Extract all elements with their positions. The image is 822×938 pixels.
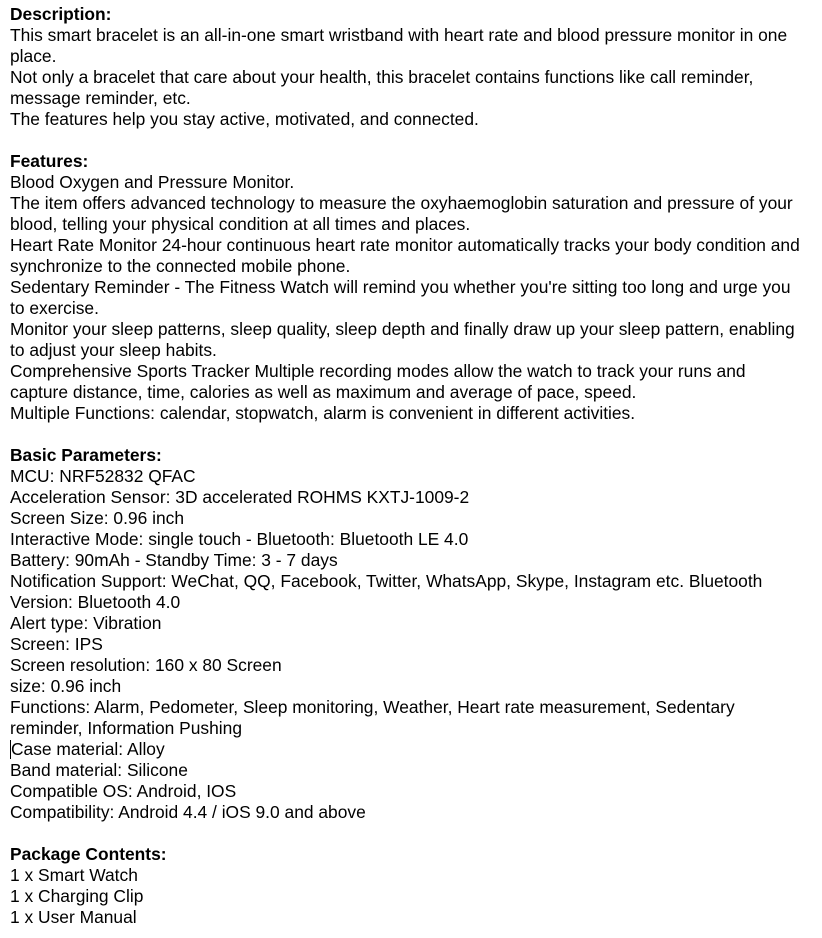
- text-line: Interactive Mode: single touch - Bluetooth: Bluetooth LE 4.0: [10, 529, 469, 549]
- section-heading: Features:: [10, 151, 89, 171]
- text-line: The features help you stay active, motivated, and connected.: [10, 109, 479, 129]
- text-line: Sedentary Reminder - The Fitness Watch will remind you whether you're sitting too long and urge you to exercise.: [10, 277, 791, 318]
- text-line: Battery: 90mAh - Standby Time: 3 - 7 days: [10, 550, 338, 570]
- text-line: size: 0.96 inch: [10, 676, 122, 696]
- parameters-section: [10, 445, 800, 823]
- text-line: The item offers advanced technology to measure the oxyhaemoglobin saturation and pressure of your blood, telling your physical condition at all times and places.: [10, 193, 793, 234]
- text-line: Comprehensive Sports Tracker Multiple recording modes allow the watch to track your runs and capture distance, time, calories as well as maximum and average of pace, speed.: [10, 361, 746, 402]
- text-line: MCU: NRF52832 QFAC: [10, 466, 196, 486]
- text-line: Functions: Alarm, Pedometer, Sleep monitoring, Weather, Heart rate measurement, Sedentary reminder, Information Pushing: [10, 697, 735, 738]
- text-line: Acceleration Sensor: 3D accelerated ROHMS KXTJ-1009-2: [10, 487, 470, 507]
- section-heading: Description:: [10, 4, 112, 24]
- text-line: 1 x Charging Clip: [10, 886, 144, 906]
- text-line: 1 x User Manual: [10, 907, 137, 927]
- text-line: Multiple Functions: calendar, stopwatch, alarm is convenient in different activities.: [10, 403, 636, 423]
- section-heading: Package Contents:: [10, 844, 167, 864]
- text-line: Band material: Silicone: [10, 760, 188, 780]
- section-heading: Basic Parameters:: [10, 445, 162, 465]
- text-line: Screen: IPS: [10, 634, 103, 654]
- description-section: [10, 4, 800, 130]
- text-line: Compatible OS: Android, IOS: [10, 781, 237, 801]
- text-line: Heart Rate Monitor 24-hour continuous heart rate monitor automatically tracks your body condition and synchronize to the connected mobile phone.: [10, 235, 800, 276]
- package-section: [10, 844, 800, 928]
- text-line: Screen resolution: 160 x 80 Screen: [10, 655, 282, 675]
- text-line: 1 x Smart Watch: [10, 865, 138, 885]
- text-line: Not only a bracelet that care about your health, this bracelet contains functions like call reminder, message reminder, etc.: [10, 67, 754, 108]
- text-line: Case material: Alloy: [11, 739, 165, 759]
- text-line: Screen Size: 0.96 inch: [10, 508, 185, 528]
- text-line: Compatibility: Android 4.4 / iOS 9.0 and above: [10, 802, 366, 822]
- text-line: Notification Support: WeChat, QQ, Facebook, Twitter, WhatsApp, Skype, Instagram etc. Bluetooth Version: Bluetooth 4.0: [10, 571, 763, 612]
- text-line: This smart bracelet is an all-in-one smart wristband with heart rate and blood pressure monitor in one place.: [10, 25, 788, 66]
- text-line: Blood Oxygen and Pressure Monitor.: [10, 172, 295, 192]
- text-line: Monitor your sleep patterns, sleep quality, sleep depth and finally draw up your sleep pattern, enabling to adjust your sleep habits.: [10, 319, 795, 360]
- text-line-with-caret[interactable]: [10, 739, 800, 760]
- text-line: Alert type: Vibration: [10, 613, 162, 633]
- features-section: [10, 151, 800, 424]
